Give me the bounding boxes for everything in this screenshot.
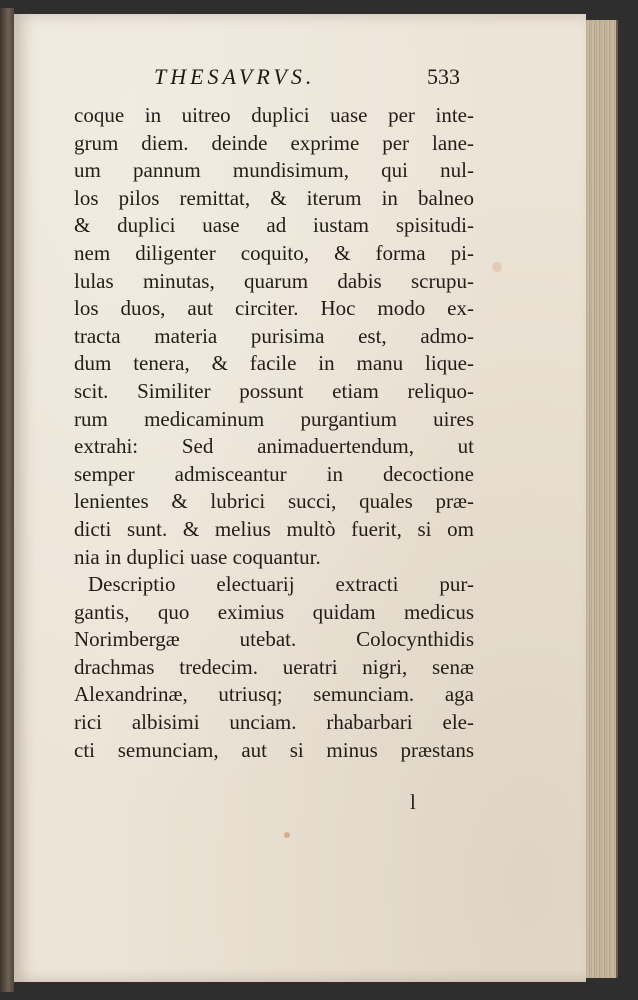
page-number: 533 [427,64,460,89]
text-line: scit. Similiter possunt etiam reliquo- [74,378,474,403]
text-line: semper admisceantur in decoctione [74,461,474,486]
text-line: rici albisimi unciam. rhabarbari ele- [74,710,474,735]
text-line: um pannum mundisimum, qui nul- [74,158,474,183]
catchword: l [410,790,416,814]
text-line: grum diem. deinde exprime per lane- [74,130,474,155]
page-leaf [14,14,586,982]
text-line: Alexandrinæ, utriusq; semunciam. aga [74,682,474,707]
text-line: extrahi: Sed animaduertendum, ut [74,434,474,459]
text-line: dicti sunt. & melius multò fuerit, si om [74,516,474,541]
text-line: drachmas tredecim. ueratri nigri, senæ [74,654,474,679]
text-line: rum medicaminum purgantium uires [74,406,474,431]
text-line: nem diligenter coquito, & forma pi- [74,240,474,265]
body-text [74,102,474,764]
running-head-title: THESAVRVS. [154,64,316,89]
text-line: nia in duplici uase coquantur. [74,544,321,569]
paper-stain [284,832,290,838]
paper-stain [492,262,502,272]
text-line: los duos, aut circiter. Hoc modo ex- [74,296,474,321]
text-line: coque in uitreo duplici uase per inte- [74,103,474,127]
text-line: Norimbergæ utebat. Colocynthidis [74,627,474,652]
running-head [154,64,474,94]
text-line: dum tenera, & facile in manu lique- [74,351,474,376]
text-line: lulas minutas, quarum dabis scrupu- [74,268,474,293]
text-line: los pilos remittat, & iterum in balneo [74,185,474,210]
text-line: gantis, quo eximius quidam medicus [74,599,474,624]
text-line: & duplici uase ad iustam spisitudi- [74,213,474,238]
text-line: Descriptio electuarij extracti pur- [88,572,474,597]
text-line: tracta materia purisima est, admo- [74,323,474,348]
text-line: lenientes & lubrici succi, quales præ- [74,489,474,514]
text-line: cti semunciam, aut si minus præstans [74,737,474,762]
book-binding-edge [0,8,14,992]
